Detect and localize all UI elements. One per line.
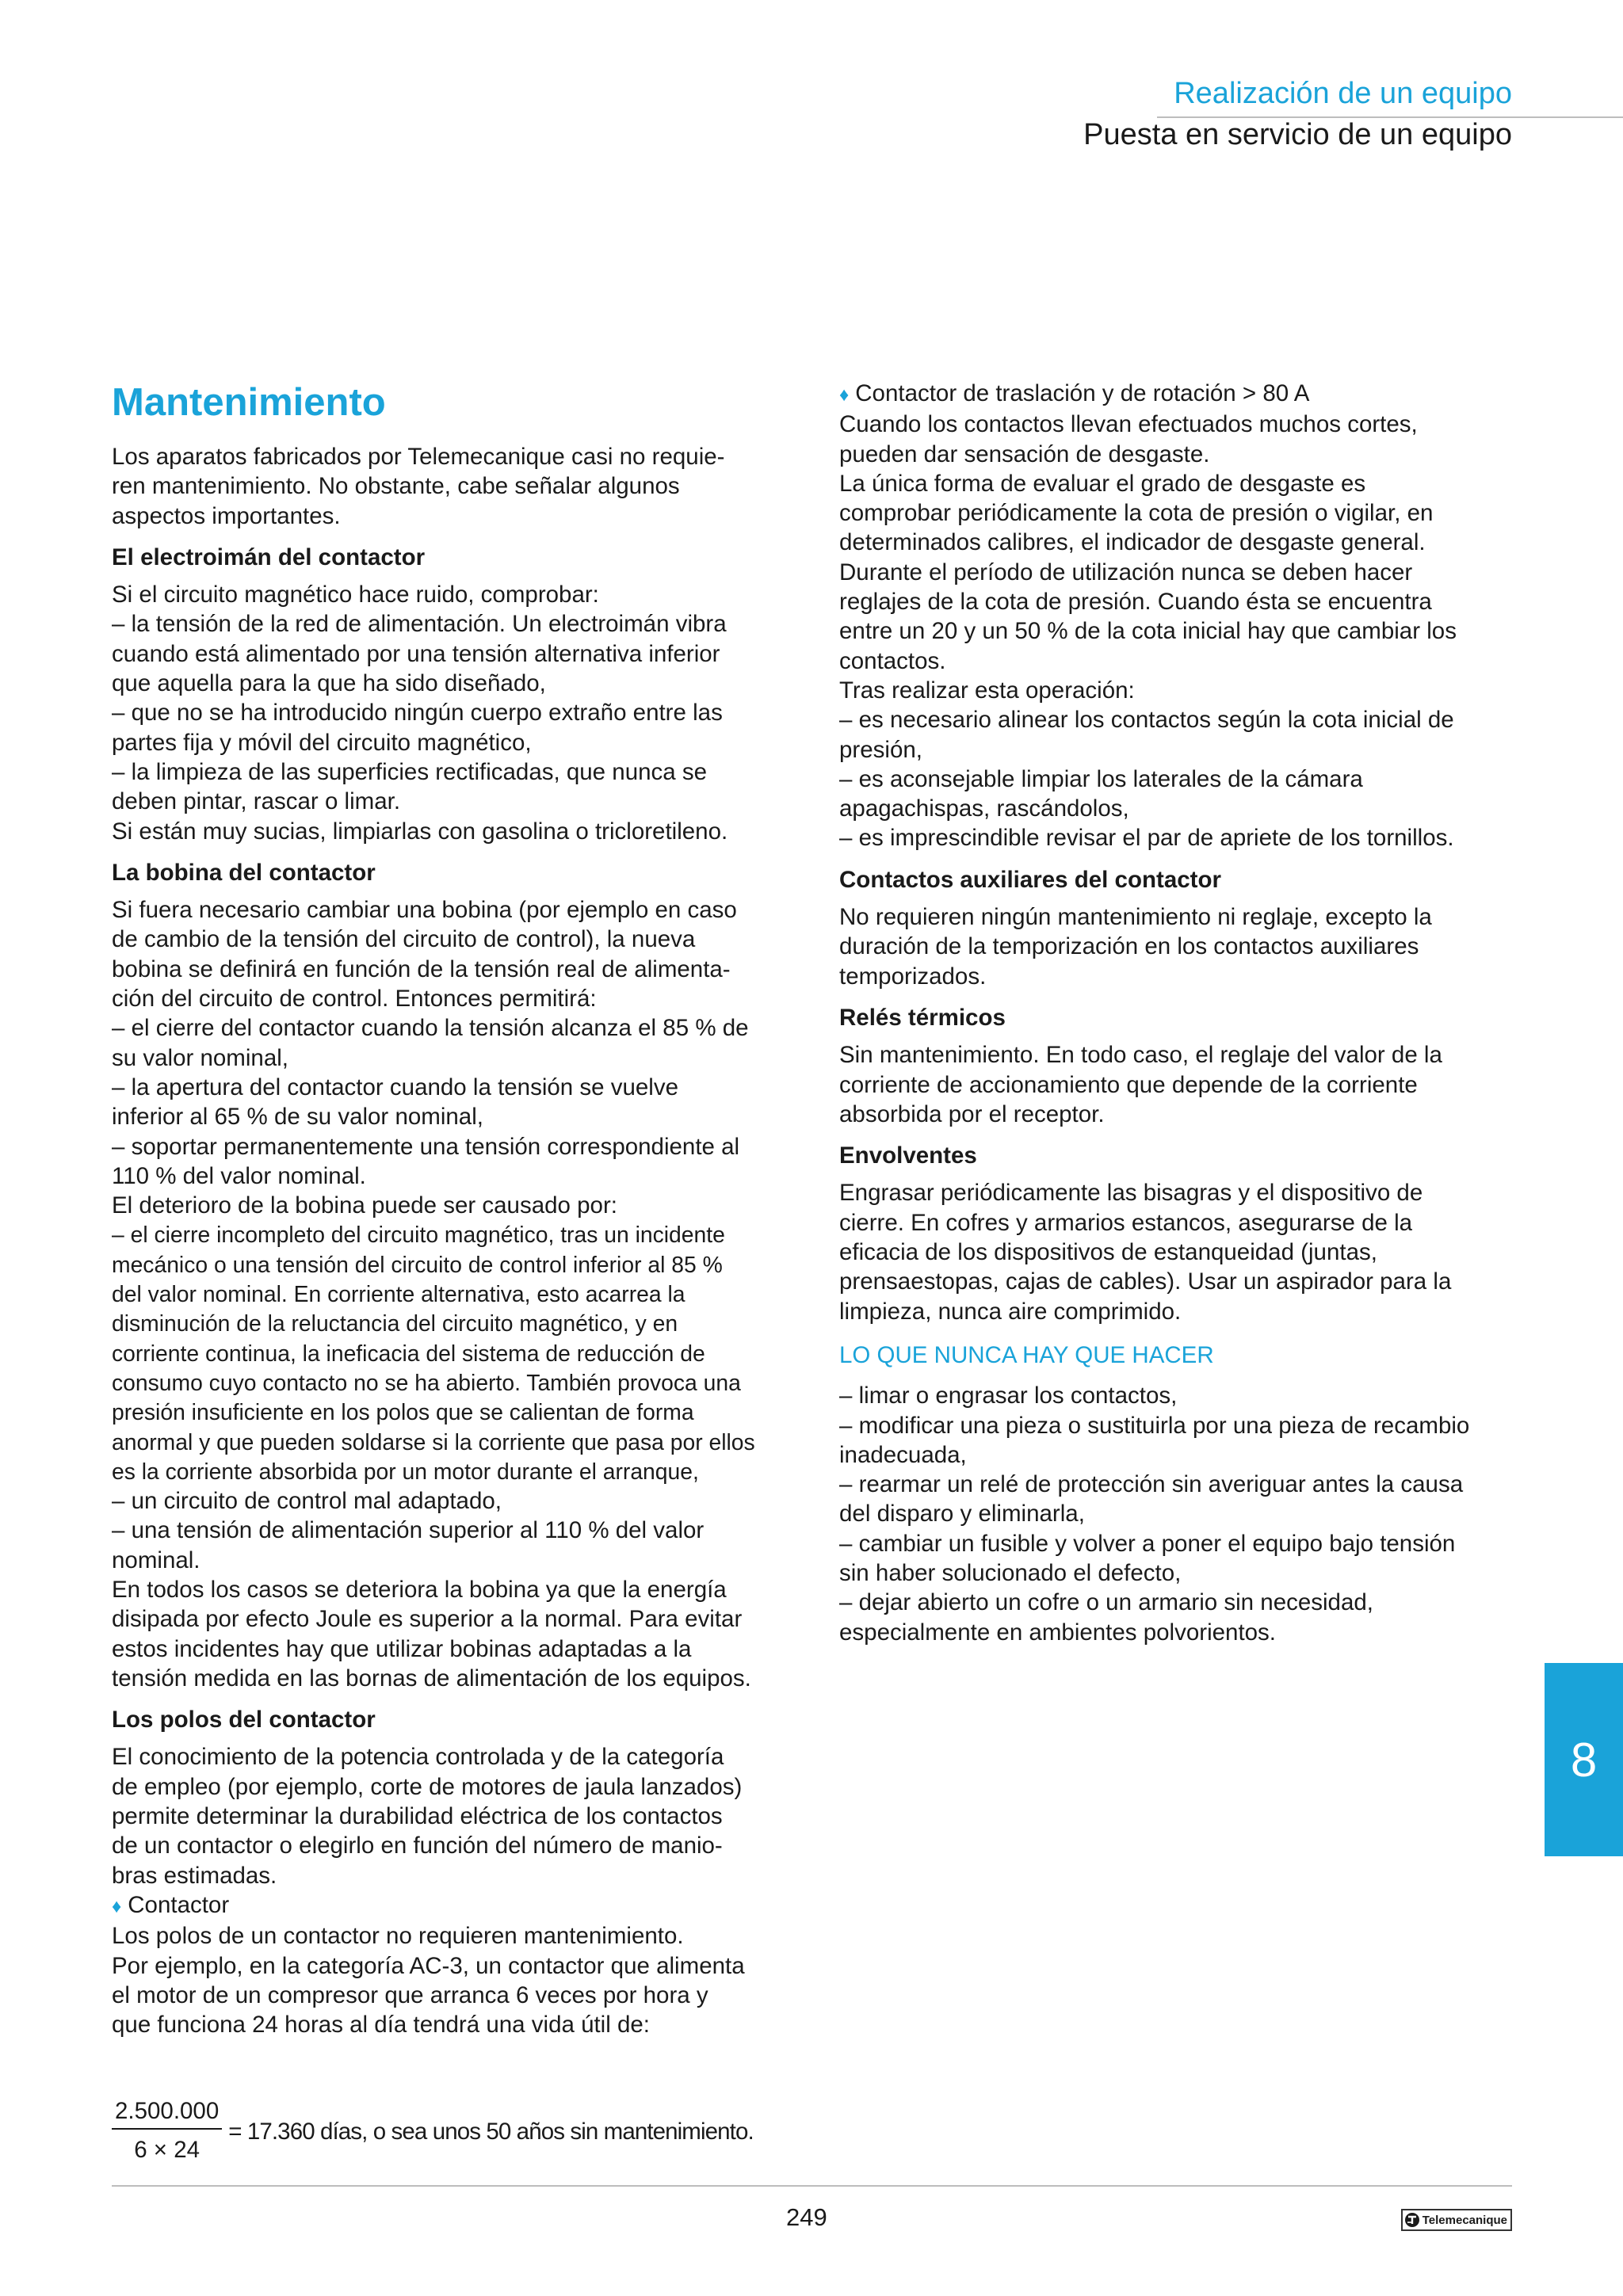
text-line: – es aconsejable limpiar los laterales de la cámara (839, 765, 1363, 792)
formula-numerator: 2.500.000 (112, 2096, 222, 2130)
chapter-number: 8 (1570, 1733, 1598, 1787)
heading-polos: Los polos del contactor (112, 1707, 376, 1733)
left-column (112, 379, 793, 2039)
intro-paragraph (112, 442, 793, 531)
text-line: corriente de accionamiento que depende de la corriente (839, 1071, 1418, 1098)
text-line: contactos. (839, 647, 946, 674)
traslacion-paragraph (839, 410, 1521, 852)
text-line: Por ejemplo, en la categoría AC-3, un contactor que alimenta (112, 1952, 745, 1979)
telemecanique-logo-icon (1404, 2212, 1420, 2228)
text-line: especialmente en ambientes polvorientos. (839, 1619, 1276, 1646)
text-line: ren mantenimiento. No obstante, cabe señalar algunos (112, 473, 680, 500)
text-line: de cambio de la tensión del circuito de control), la nueva (112, 926, 696, 953)
text-line: apagachispas, rascándolos, (839, 795, 1129, 822)
page-number: 249 (786, 2203, 827, 2231)
text-line: Sin mantenimiento. En todo caso, el reglaje del valor de la (839, 1042, 1442, 1069)
bobina-conclusion (112, 1486, 793, 1693)
text-line: 110 % del valor nominal. (112, 1162, 366, 1189)
telemecanique-logo (1401, 2209, 1512, 2231)
text-line: de un contactor o elegirlo en función del número de manio- (112, 1833, 723, 1859)
text-line: presión, (839, 736, 922, 763)
text-line: anormal y que pueden soldarse si la corriente que pasa por ellos (112, 1428, 755, 1455)
text-line: – soportar permanentemente una tensión correspondiente al (112, 1133, 740, 1160)
text-line: determinados calibres, el indicador de desgaste general. (839, 529, 1426, 556)
bullet-contactor (112, 1890, 793, 1921)
bobina-causes (112, 1220, 793, 1486)
text-line: su valor nominal, (112, 1044, 288, 1071)
text-line: En todos los casos se deteriora la bobina ya que la energía (112, 1576, 727, 1603)
text-line: que aquella para la que ha sido diseñado, (112, 670, 546, 697)
text-line: inadecuada, (839, 1441, 967, 1468)
text-line: Durante el período de utilización nunca se deben hacer (839, 559, 1413, 585)
text-line: El conocimiento de la potencia controlada y de la categoría (112, 1744, 724, 1771)
text-line: – es imprescindible revisar el par de apriete de los tornillos. (839, 825, 1454, 852)
text-line: del disparo y eliminarla, (839, 1501, 1085, 1527)
contactor-paragraph (112, 1921, 793, 2039)
nunca-list (839, 1381, 1521, 1647)
text-line: No requieren ningún mantenimiento ni reglaje, excepto la (839, 904, 1432, 931)
bullet-contactor-label: Contactor (128, 1891, 230, 1918)
lifetime-formula (112, 2096, 754, 2168)
text-line: partes fija y móvil del circuito magnético, (112, 729, 532, 756)
bullet-traslacion (839, 379, 1521, 410)
text-line: Si están muy sucias, limpiarlas con gasolina o tricloretileno. (112, 818, 728, 845)
diamond-icon: ♦ (839, 384, 850, 406)
heading-bobina: La bobina del contactor (112, 859, 376, 886)
text-line: Engrasar periódicamente las bisagras y el dispositivo de (839, 1180, 1423, 1207)
text-line: deben pintar, rascar o limar. (112, 788, 401, 815)
text-line: de empleo (por ejemplo, corte de motores de jaula lanzados) (112, 1773, 743, 1800)
header-subsection: Puesta en servicio de un equipo (1083, 118, 1512, 151)
heading-nunca: LO QUE NUNCA HAY QUE HACER (839, 1341, 1214, 1368)
text-line: consumo cuyo contacto no se ha abierto. También provoca una (112, 1369, 741, 1395)
text-line: – una tensión de alimentación superior al 110 % del valor (112, 1517, 705, 1544)
section-title: Mantenimiento (112, 381, 386, 424)
auxiliares-paragraph (839, 902, 1521, 991)
text-line: inferior al 65 % de su valor nominal, (112, 1104, 483, 1131)
text-line: cuando está alimentado por una tensión alternativa inferior (112, 640, 720, 667)
text-line: – el cierre del contactor cuando la tensión alcanza el 85 % de (112, 1015, 749, 1042)
text-line: aspectos importantes. (112, 502, 341, 529)
text-line: duración de la temporización en los contactos auxiliares (839, 933, 1419, 960)
text-line: ción del circuito de control. Entonces permitirá: (112, 986, 597, 1013)
text-line: – la apertura del contactor cuando la tensión se vuelve (112, 1074, 679, 1100)
heading-electroiman: El electroimán del contactor (112, 543, 426, 570)
text-line: limpieza, nunca aire comprimido. (839, 1298, 1182, 1325)
formula-fraction (112, 2096, 222, 2168)
text-line: Los polos de un contactor no requieren mantenimiento. (112, 1923, 684, 1950)
text-line: – la tensión de la red de alimentación. Un electroimán vibra (112, 611, 727, 638)
envolventes-paragraph (839, 1178, 1521, 1325)
text-line: Cuando los contactos llevan efectuados muchos cortes, (839, 411, 1418, 438)
text-line: mecánico o una tensión del circuito de control inferior al 85 % (112, 1251, 723, 1277)
text-line: es la corriente absorbida por un motor durante el arranque, (112, 1458, 699, 1484)
text-line: – que no se ha introducido ningún cuerpo extraño entre las (112, 700, 723, 727)
polos-paragraph (112, 1742, 793, 1890)
text-line: eficacia de los dispositivos de estanqueidad (juntas, (839, 1239, 1377, 1266)
heading-envolventes: Envolventes (839, 1142, 977, 1169)
heading-reles: Relés térmicos (839, 1004, 1006, 1031)
text-line: del valor nominal. En corriente alternativa, esto acarrea la (112, 1281, 685, 1307)
text-line: Si fuera necesario cambiar una bobina (por ejemplo en caso (112, 897, 737, 924)
text-line: disminución de la reluctancia del circuito magnético, y en (112, 1310, 678, 1337)
electroiman-paragraph (112, 580, 793, 846)
text-line: – la limpieza de las superficies rectificadas, que nunca se (112, 758, 708, 785)
text-line: – es necesario alinear los contactos según la cota inicial de (839, 707, 1454, 734)
text-line: El deterioro de la bobina puede ser causado por: (112, 1192, 617, 1219)
text-line: estos incidentes hay que utilizar bobinas adaptadas a la (112, 1635, 692, 1662)
text-line: – limar o engrasar los contactos, (839, 1383, 1178, 1409)
text-line: comprobar periódicamente la cota de presión o vigilar, en (839, 500, 1434, 527)
text-line: – cambiar un fusible y volver a poner el equipo bajo tensión (839, 1530, 1456, 1557)
text-line: – un circuito de control mal adaptado, (112, 1488, 502, 1515)
text-line: – rearmar un relé de protección sin averiguar antes la causa (839, 1471, 1464, 1498)
text-line: permite determinar la durabilidad eléctrica de los contactos (112, 1803, 723, 1830)
text-line: sin haber solucionado el defecto, (839, 1559, 1182, 1586)
text-line: absorbida por el receptor. (839, 1100, 1105, 1127)
text-line: – el cierre incompleto del circuito magnético, tras un incidente (112, 1222, 725, 1248)
text-line: disipada por efecto Joule es superior a la normal. Para evitar (112, 1606, 743, 1633)
text-line: temporizados. (839, 963, 987, 990)
text-line: nominal. (112, 1547, 200, 1573)
logo-text: Telemecanique (1422, 2213, 1507, 2227)
header-section: Realización de un equipo (1174, 77, 1512, 110)
text-line: presión insuficiente en los polos que se calientan de forma (112, 1399, 694, 1425)
formula-result: = 17.360 días, o sea unos 50 años sin mantenimiento. (228, 2119, 754, 2145)
text-line: el motor de un compresor que arranca 6 veces por hora y (112, 1981, 708, 2008)
text-line: tensión medida en las bornas de alimentación de los equipos. (112, 1665, 751, 1691)
heading-auxiliares: Contactos auxiliares del contactor (839, 866, 1221, 893)
reles-paragraph (839, 1040, 1521, 1129)
text-line: prensaestopas, cajas de cables). Usar un aspirador para la (839, 1268, 1452, 1295)
text-line: bras estimadas. (112, 1862, 277, 1889)
text-line: cierre. En cofres y armarios estancos, asegurarse de la (839, 1209, 1413, 1236)
right-column (839, 379, 1521, 1647)
chapter-tab (1545, 1663, 1623, 1856)
text-line: entre un 20 y un 50 % de la cota inicial hay que cambiar los (839, 618, 1457, 645)
formula-denominator: 6 × 24 (134, 2137, 200, 2163)
text-line: que funciona 24 horas al día tendrá una vida útil de: (112, 2012, 650, 2039)
text-line: bobina se definirá en función de la tensión real de alimenta- (112, 955, 731, 982)
bobina-paragraph (112, 895, 793, 1220)
text-line: reglajes de la cota de presión. Cuando ésta se encuentra (839, 589, 1432, 616)
text-line: corriente continua, la ineficacia del sistema de reducción de (112, 1340, 705, 1366)
footer-rule (112, 2185, 1512, 2187)
text-line: Tras realizar esta operación: (839, 677, 1135, 704)
text-line: – dejar abierto un cofre o un armario sin necesidad, (839, 1589, 1373, 1616)
text-line: pueden dar sensación de desgaste. (839, 441, 1210, 467)
text-line: La única forma de evaluar el grado de desgaste es (839, 470, 1366, 497)
diamond-icon: ♦ (112, 1895, 122, 1917)
text-line: Si el circuito magnético hace ruido, comprobar: (112, 582, 599, 608)
text-line: Los aparatos fabricados por Telemecanique casi no requie- (112, 444, 725, 470)
bullet-traslacion-label: Contactor de traslación y de rotación > 80 A (855, 380, 1310, 406)
text-line: – modificar una pieza o sustituirla por una pieza de recambio (839, 1412, 1470, 1439)
